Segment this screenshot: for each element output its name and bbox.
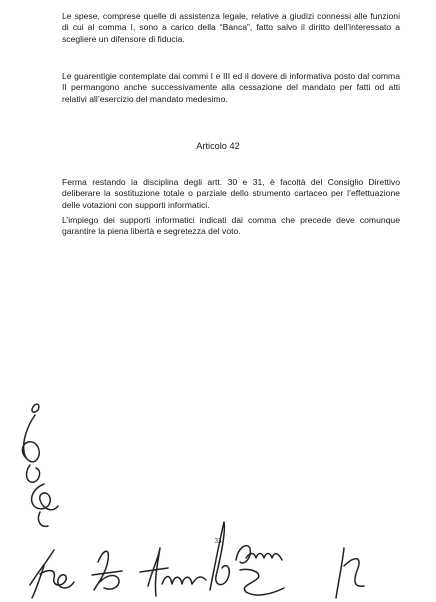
paragraph-expenses: Le spese, comprese quelle di assistenza legale, relative a giudizi connessi alle funzioni di cui al comma I, sono a carico della “Banca”, fatto salvo il diritto dell’interessato a scegliere un difensore di fiducia. — [62, 11, 400, 44]
signature-6 — [336, 548, 364, 598]
margin-signature — [22, 404, 58, 526]
signature-4 — [210, 522, 229, 590]
article-heading: Articolo 42 — [196, 141, 240, 151]
signature-3 — [140, 548, 206, 596]
paragraph-guarantees: Le guarentigie contemplate dai commi I e III ed il dovere di informativa posto dal comma II permangono anche successivamente alla cessazione del mandato per fatti od atti relativi all’esercizio del mandato medesimo. — [62, 71, 400, 104]
page-number: 33 — [214, 537, 222, 545]
paragraph-article-42-1: Ferma restando la disciplina degli artt. 30 e 31, è facoltà del Consiglio Direttivo deliberare la sostituzione totale o parziale dello strumento cartaceo per l’effettuazione delle votazioni con supporti informatici. — [62, 177, 400, 210]
paragraph-article-42-2: L’impiego dei supporti informatici indicati dal comma che precede deve comunque garantire la piena libertà e segretezza del voto. — [62, 215, 400, 237]
signature-1 — [30, 550, 74, 598]
signature-5 — [236, 546, 284, 595]
signature-2 — [92, 551, 122, 590]
